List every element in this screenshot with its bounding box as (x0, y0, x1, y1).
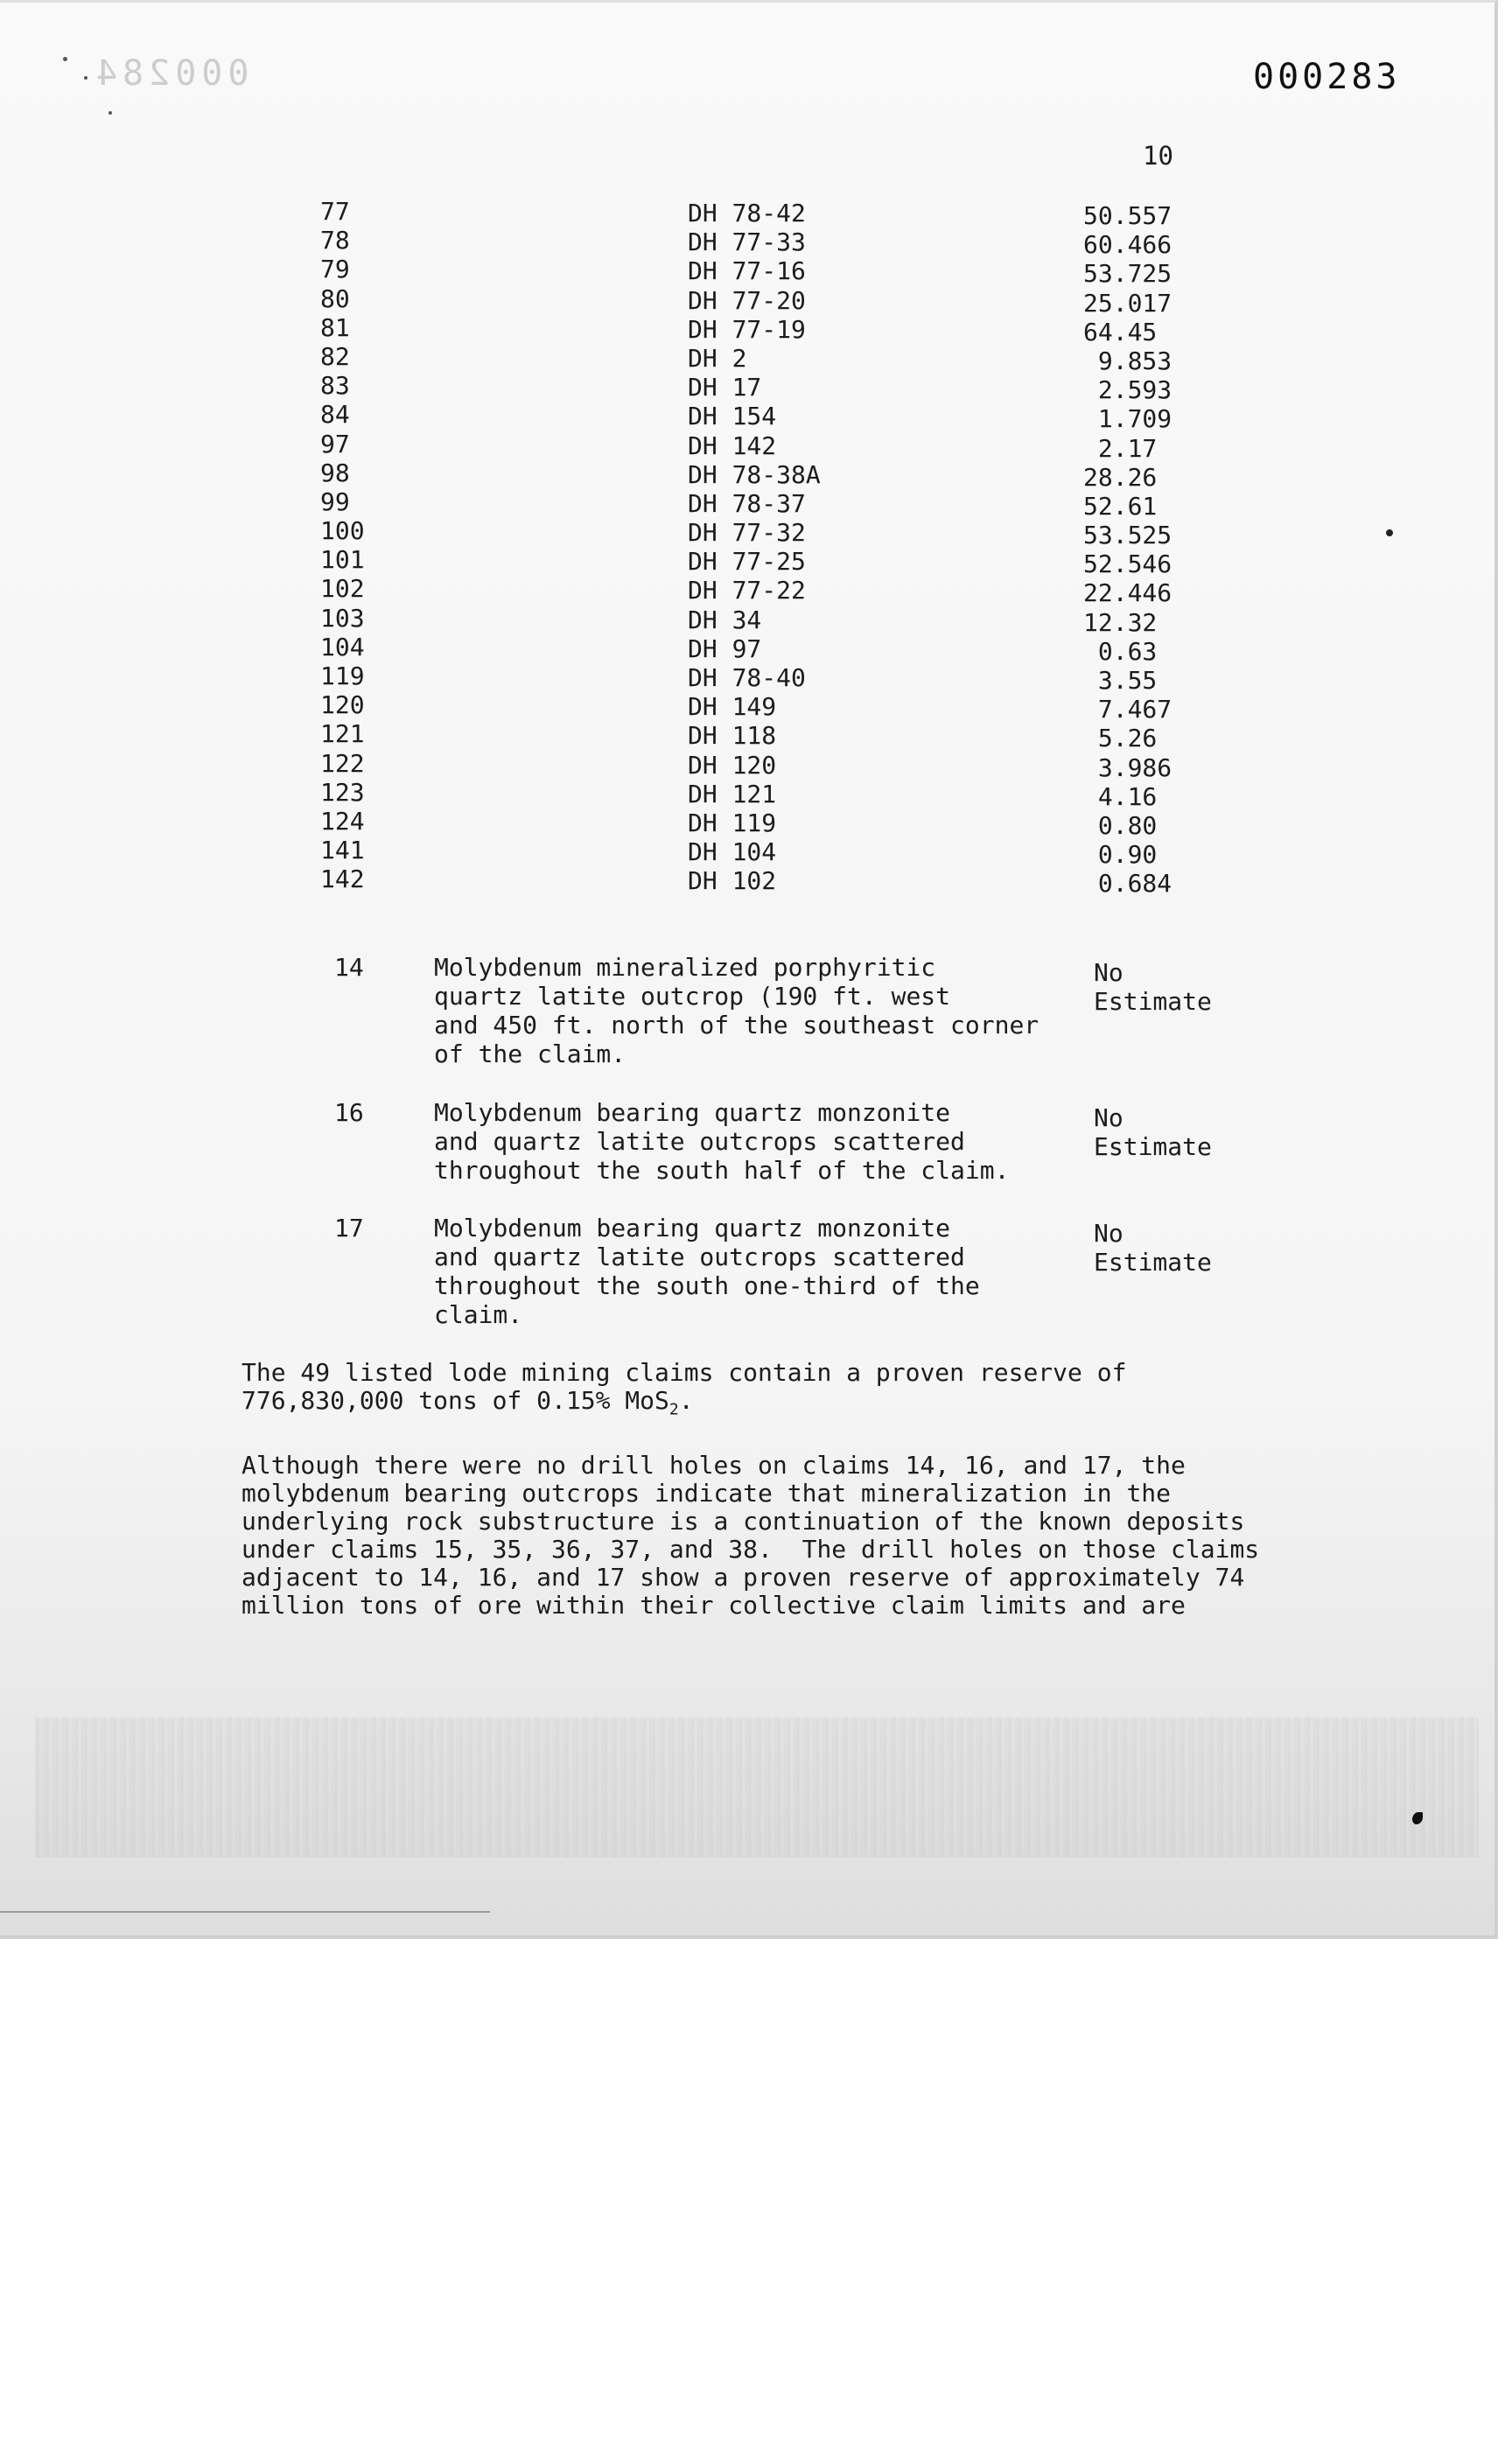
drill-hole-id: DH 34 (688, 605, 762, 634)
claim-number: 104 (320, 632, 365, 662)
claim-number: 120 (320, 690, 365, 720)
claim-entry (331, 1214, 1212, 1354)
claim-number: 102 (320, 574, 365, 604)
claim-number: 100 (320, 516, 365, 546)
table-row (315, 632, 1190, 666)
drill-hole-table (315, 197, 1190, 899)
claim-number: 121 (320, 719, 365, 749)
table-row (315, 371, 1190, 405)
claim-entries (331, 953, 1212, 1354)
claim-number: 14 (334, 953, 364, 982)
subscript: 2 (668, 1400, 679, 1419)
table-row (315, 777, 1190, 811)
table-row (315, 197, 1190, 230)
table-row (315, 516, 1190, 550)
description-line: and quartz latite outcrops scattered (434, 1242, 965, 1271)
ghost-stamp: 000284 (91, 53, 249, 94)
claim-number: 82 (320, 341, 350, 371)
estimate-line: Estimate (1094, 987, 1212, 1016)
table-row (315, 284, 1190, 318)
table-row (315, 458, 1190, 492)
claim-number: 122 (320, 748, 365, 778)
scan-speck (84, 76, 88, 80)
table-row (315, 603, 1190, 637)
scan-speck (63, 57, 67, 61)
table-row (315, 341, 1190, 375)
description-line: and quartz latite outcrops scattered (434, 1127, 965, 1156)
claim-number: 101 (320, 545, 365, 575)
reserve-value: 0.80 (1083, 810, 1158, 840)
table-row (315, 400, 1190, 434)
claim-description (434, 953, 1064, 1068)
paragraph-line: underlying rock substructure is a continuation of the known deposits (242, 1507, 1245, 1536)
drill-hole-id: DH 78-40 (688, 663, 806, 692)
drill-hole-id: DH 78-37 (688, 488, 806, 518)
drill-hole-id: DH 149 (688, 692, 777, 722)
table-row (315, 806, 1190, 840)
claim-description (434, 1214, 1064, 1329)
estimate-line: No (1094, 1103, 1124, 1132)
drill-hole-id: DH 2 (688, 343, 747, 373)
estimate-line: Estimate (1094, 1132, 1212, 1161)
table-row (315, 486, 1190, 521)
table-row (315, 748, 1190, 782)
claim-description (434, 1098, 1064, 1185)
claim-number: 17 (334, 1214, 364, 1242)
bottom-rule (0, 1911, 490, 1913)
drill-hole-id: DH 121 (688, 779, 777, 808)
claim-number: 16 (334, 1098, 364, 1127)
table-row (315, 864, 1190, 899)
estimate-label (1094, 1103, 1212, 1161)
claim-number: 77 (320, 197, 350, 226)
table-row (315, 255, 1190, 289)
claim-number: 98 (320, 458, 350, 487)
description-line: quartz latite outcrop (190 ft. west (434, 982, 951, 1011)
claim-number: 123 (320, 777, 365, 807)
drill-hole-id: DH 118 (688, 721, 777, 751)
drill-hole-id: DH 154 (688, 402, 777, 431)
reserve-value: 50.557 (1083, 201, 1172, 230)
description-line: Molybdenum bearing quartz monzonite (434, 1214, 951, 1242)
table-row (315, 312, 1190, 346)
table-row (315, 226, 1190, 260)
paragraph-line: million tons of ore within their collective claim limits and are (242, 1591, 1186, 1620)
drill-hole-id: DH 77-22 (688, 576, 806, 606)
reserve-value: 3.55 (1083, 666, 1158, 695)
reserve-value: 9.853 (1083, 346, 1172, 375)
description-line: throughout the south half of the claim. (434, 1156, 1010, 1185)
estimate-line: Estimate (1094, 1248, 1212, 1277)
drill-hole-id: DH 119 (688, 808, 777, 837)
claim-number: 103 (320, 603, 365, 633)
summary-text: 776,830,000 tons of 0.15% MoS (242, 1386, 669, 1415)
claim-number: 83 (320, 371, 350, 401)
paragraph-line: adjacent to 14, 16, and 17 show a proven reserve of approximately 74 (242, 1563, 1245, 1592)
reserve-value: 0.63 (1083, 636, 1158, 666)
paragraph-line: under claims 15, 35, 36, 37, and 38. The drill holes on those claims (242, 1535, 1260, 1564)
table-row (315, 836, 1190, 870)
reserve-value: 7.467 (1083, 695, 1172, 724)
claim-number: 119 (320, 662, 365, 690)
description-line: throughout the south one-third of the (434, 1271, 980, 1300)
claim-number: 99 (320, 486, 350, 516)
scan-noise (35, 1718, 1479, 1858)
table-row (315, 574, 1190, 608)
page-number: 10 (1143, 141, 1173, 171)
summary-line (242, 1387, 1379, 1424)
drill-hole-id: DH 104 (688, 837, 777, 867)
claim-number: 97 (320, 429, 350, 458)
reserve-value: 12.32 (1083, 607, 1158, 637)
reserve-value: 3.986 (1083, 752, 1172, 782)
summary-paragraph (242, 1359, 1379, 1424)
reserve-value: 2.593 (1083, 375, 1172, 405)
summary-line: The 49 listed lode mining claims contain a proven reserve of (242, 1358, 1127, 1387)
description-line: of the claim. (434, 1040, 626, 1068)
drill-hole-id: DH 78-38A (688, 459, 821, 489)
reserve-value: 0.684 (1083, 869, 1172, 899)
claim-number: 78 (320, 226, 350, 256)
claim-entry (331, 953, 1212, 1098)
estimate-line: No (1094, 1219, 1124, 1248)
document-id: 000283 (1253, 57, 1401, 97)
description-line: Molybdenum bearing quartz monzonite (434, 1098, 951, 1127)
claim-entry (331, 1098, 1212, 1214)
reserve-value: 60.466 (1083, 230, 1172, 260)
claim-number: 84 (320, 400, 350, 430)
drill-hole-id: DH 77-25 (688, 547, 806, 577)
reserve-value: 52.546 (1083, 550, 1172, 579)
drill-hole-id: DH 17 (688, 373, 762, 402)
reserve-value: 53.725 (1083, 259, 1172, 289)
table-row (315, 429, 1190, 463)
closing-paragraph (242, 1452, 1379, 1620)
reserve-value: 28.26 (1083, 462, 1158, 492)
reserve-value: 53.525 (1083, 521, 1172, 550)
table-row (315, 719, 1190, 753)
claim-number: 142 (320, 864, 365, 894)
paragraph-line: molybdenum bearing outcrops indicate that mineralization in the (242, 1479, 1172, 1508)
drill-hole-id: DH 77-20 (688, 285, 806, 315)
scan-speck (108, 111, 112, 115)
claim-number: 141 (320, 836, 365, 865)
estimate-label (1094, 1219, 1212, 1277)
drill-hole-id: DH 97 (688, 634, 762, 663)
estimate-label (1094, 958, 1212, 1016)
claim-number: 80 (320, 284, 350, 313)
reserve-value: 64.45 (1083, 317, 1158, 346)
reserve-value: 52.61 (1083, 491, 1158, 521)
reserve-value: 5.26 (1083, 724, 1158, 753)
description-line: and 450 ft. north of the southeast corner (434, 1011, 1040, 1040)
scan-speck (1386, 529, 1393, 536)
table-row (315, 690, 1190, 724)
table-row (315, 545, 1190, 579)
reserve-value: 4.16 (1083, 781, 1158, 811)
description-line: claim. (434, 1300, 523, 1329)
drill-hole-id: DH 142 (688, 430, 777, 460)
claim-number: 79 (320, 255, 350, 284)
reserve-value: 1.709 (1083, 404, 1172, 434)
reserve-value: 0.90 (1083, 840, 1158, 870)
drill-hole-id: DH 120 (688, 750, 777, 780)
estimate-line: No (1094, 958, 1124, 987)
claim-number: 81 (320, 312, 350, 342)
drill-hole-id: DH 102 (688, 866, 777, 896)
reserve-value: 22.446 (1083, 578, 1172, 608)
claim-number: 124 (320, 806, 365, 836)
drill-hole-id: DH 77-33 (688, 228, 806, 257)
drill-hole-id: DH 77-32 (688, 518, 806, 548)
reserve-value: 25.017 (1083, 288, 1172, 318)
drill-hole-id: DH 78-42 (688, 199, 806, 228)
drill-hole-id: DH 77-19 (688, 314, 806, 344)
paragraph-line: Although there were no drill holes on claims 14, 16, and 17, the (242, 1451, 1186, 1480)
description-line: Molybdenum mineralized porphyritic (434, 953, 936, 982)
drill-hole-id: DH 77-16 (688, 256, 806, 286)
table-row (315, 662, 1190, 695)
summary-text: . (678, 1386, 694, 1415)
reserve-value: 2.17 (1083, 433, 1158, 463)
